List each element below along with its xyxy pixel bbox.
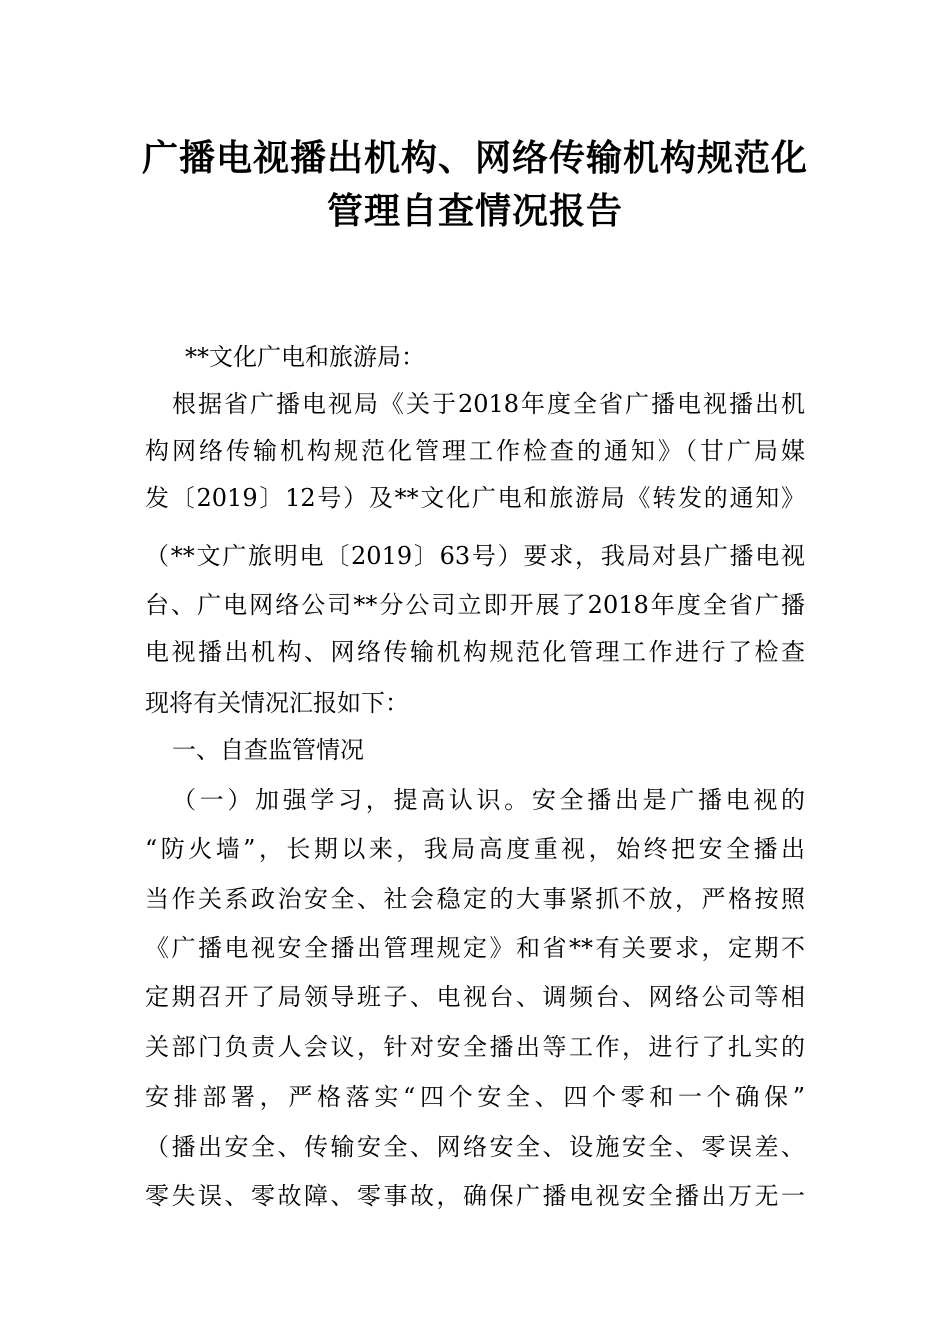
document-title-line-1: 广播电视播出机构、网络传输机构规范化 [141, 138, 808, 179]
body-line: 发〔2019〕12号）及**文化广电和旅游局《转发的通知》 [145, 484, 805, 512]
body-line: 根据省广播电视局《关于2018年度全省广播电视播出机 [172, 390, 805, 418]
body-line: 电视播出机构、网络传输机构规范化管理工作进行了检查 [145, 638, 805, 666]
section-heading: 一、自查监管情况 [172, 736, 364, 764]
body-line: （播出安全、传输安全、网络安全、设施安全、零误差、 [145, 1133, 805, 1161]
document-title-line-2: 管理自查情况报告 [326, 191, 623, 232]
body-line: 当作关系政治安全、社会稳定的大事紧抓不放，严格按照 [145, 885, 805, 913]
body-line: 现将有关情况汇报如下： [145, 689, 409, 717]
body-line: 构网络传输机构规范化管理工作检查的通知》（甘广局媒 [145, 437, 805, 465]
body-line: 安排部署，严格落实“四个安全、四个零和一个确保” [145, 1083, 805, 1111]
body-line: 定期召开了局领导班子、电视台、调频台、网络公司等相 [145, 983, 805, 1011]
body-line: 台、广电网络公司**分公司立即开展了2018年度全省广播 [145, 591, 805, 619]
body-line: 零失误、零故障、零事故，确保广播电视安全播出万无一 [145, 1182, 805, 1210]
body-line: 《广播电视安全播出管理规定》和省**有关要求，定期不 [145, 934, 805, 962]
salutation: **文化广电和旅游局： [185, 343, 425, 371]
body-line: 关部门负责人会议，针对安全播出等工作，进行了扎实的 [145, 1033, 805, 1061]
body-line: （**文广旅明电〔2019〕63号）要求，我局对县广播电视 [145, 542, 805, 570]
subsection-line: （一）加强学习，提高认识。安全播出是广播电视的 [172, 786, 805, 814]
body-line: “防火墙”，长期以来，我局高度重视，始终把安全播出 [145, 835, 805, 863]
